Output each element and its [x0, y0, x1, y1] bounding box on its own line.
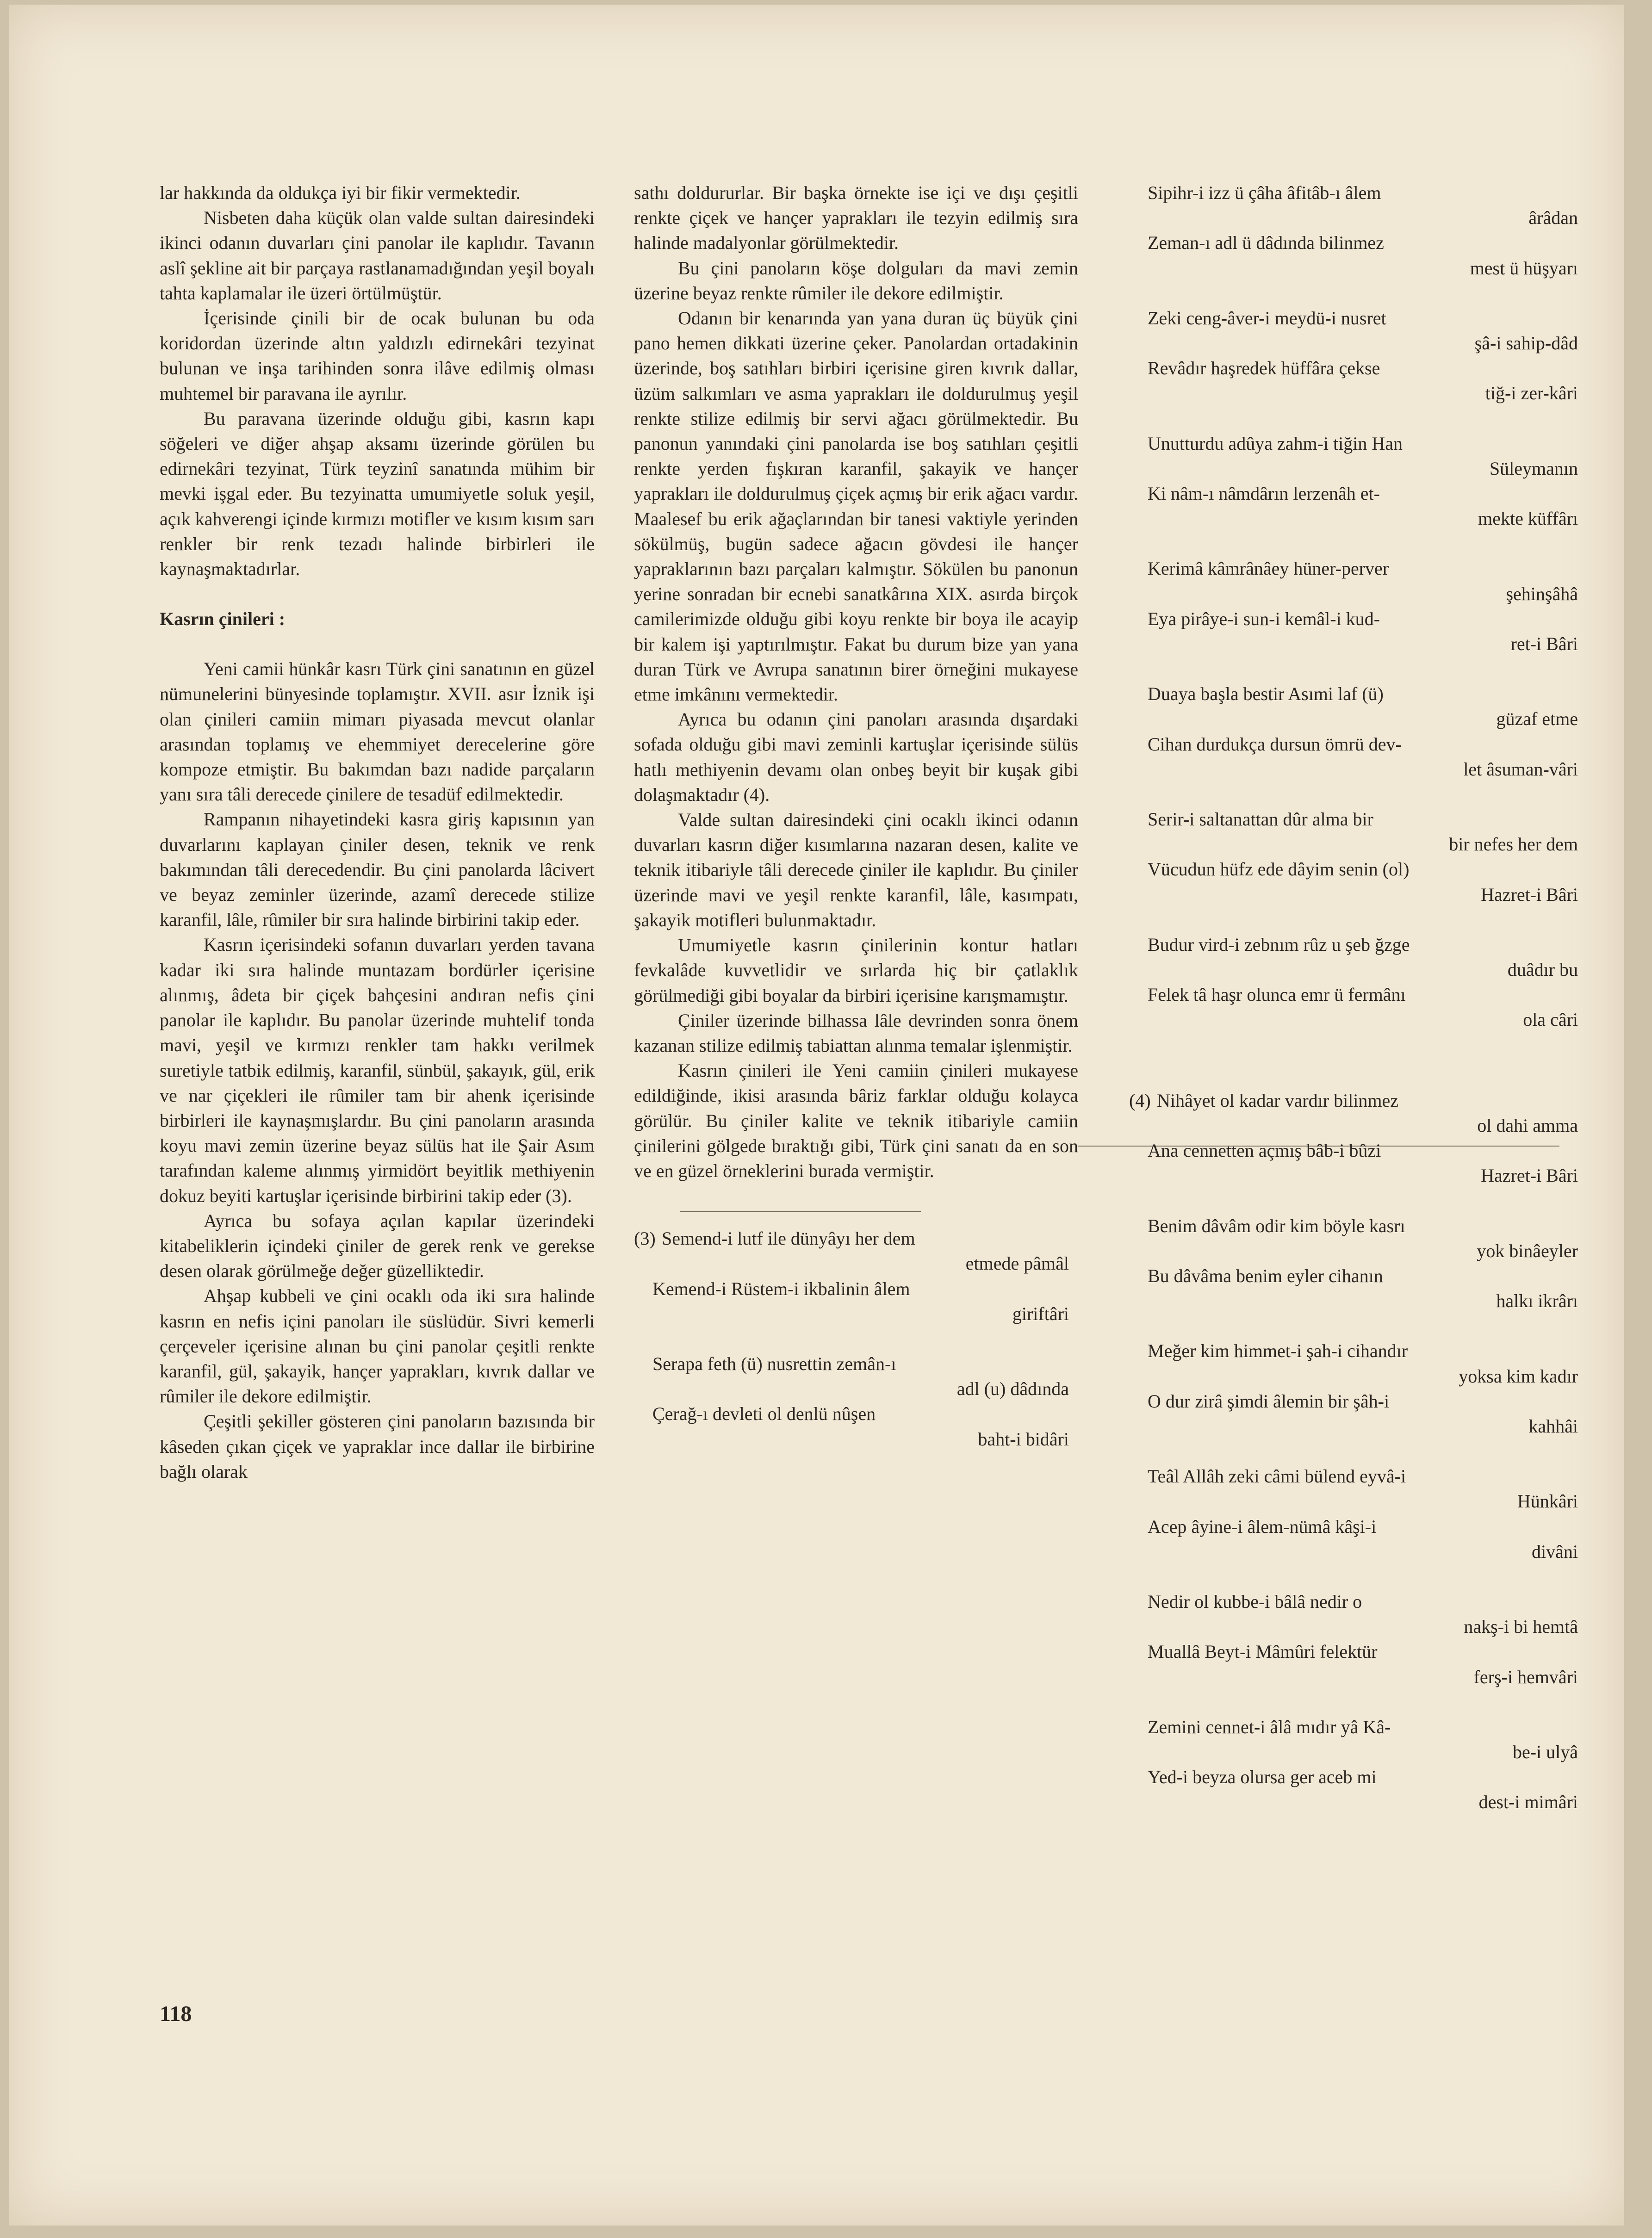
verse-line: Meğer kim himmet-i şah-i cihandır	[1148, 1340, 1408, 1362]
verse-couplet	[1129, 1464, 1587, 1564]
column-2	[634, 180, 1078, 1477]
verse-line-end: ferş-i hemvâri	[1473, 1666, 1578, 1687]
paragraph: Yeni camii hünkâr kasrı Türk çini sanatının en güzel nümunelerini bünyesinde toplamıştır. XVII. asır İznik işi olan çinileri camiin mimarı piyasada mevcut olanlar arasından toplamış ve ehemmiyet derecelerine göre kompoze etmiştir. Bu bakımdan bazı nadide parçaların yanı sıra tâli derecede çinilere de tesadüf edilmektedir.	[160, 658, 595, 805]
verse-line-end: etmede pâmâl	[965, 1253, 1069, 1274]
verse-couplet	[1129, 306, 1587, 406]
verse-line	[1129, 1088, 1587, 1113]
verse-line-end: nakş-i bi hemtâ	[1464, 1616, 1578, 1637]
paragraph: Çeşitli şekiller gösteren çini panoların bazısında bir kâseden çıkan çiçek ve yapraklar ince dallar ile birbirine bağlı olarak	[160, 1411, 595, 1482]
verse-couplet	[1129, 807, 1587, 907]
paragraph: Umumiyetle kasrın çinilerinin kontur hatları fevkalâde kuvvetlidir ve sırlarda hiç bir çatlaklık görülmediği gibi boyalar da birbiri içerisine karışmamıştır.	[634, 935, 1078, 1006]
verse-line-end: ret-i Bâri	[1510, 633, 1578, 655]
verse-couplet	[1129, 431, 1587, 532]
verse-couplet	[1129, 1088, 1587, 1189]
verse-couplet	[1129, 1214, 1587, 1314]
verse-line-end: adl (u) dâdında	[956, 1378, 1069, 1400]
verse-line-end: be-i ulyâ	[1512, 1741, 1578, 1762]
verse-line: Kemend-i Rüstem-i ikbalinin âlem	[652, 1278, 910, 1299]
verse-line: Unutturdu adûya zahm-i tiğin Han	[1148, 433, 1403, 454]
verse-line: Kerimâ kâmrânâey hüner-perver	[1148, 558, 1389, 579]
verse-line: Duaya başla bestir Asımi laf (ü)	[1148, 683, 1384, 705]
verse-couplet	[1129, 1339, 1587, 1439]
verses-top	[1129, 180, 1587, 1033]
paragraph: Bu paravana üzerinde olduğu gibi, kasrın kapı söğeleri ve diğer ahşap aksamı üzerinde görülen bu edirnekâri tezyinat, Türk teyzinî sanatında mühim bir mevki işgal eder. Bu tezyinatta umumiyetle soluk yeşil, açık kahverengi içinde kırmızı motifler ve kısım kısım sarı renkler bir renk tezadı halinde birbirleri ile kaynaşmaktadırlar.	[160, 408, 595, 580]
verse-line-end: kahhâi	[1528, 1415, 1578, 1437]
verse-line-text: Semend-i lutf ile dünyâyı her dem	[657, 1228, 915, 1249]
verse-line: Serapa feth (ü) nusrettin zemân-ı	[652, 1353, 896, 1374]
verse-line: Nedir ol kubbe-i bâlâ nedir o	[1148, 1591, 1362, 1612]
paragraph: Nisbeten daha küçük olan valde sultan dairesindeki ikinci odanın duvarları çini panolar ile kaplıdır. Tavanın aslî şekline ait bir parçaya rastlanamadığından yeşil boyalı tahta kaplamalar ile üzeri örtülmüştür.	[160, 207, 595, 304]
paragraph: Ahşap kubbeli ve çini ocaklı oda iki sıra halinde kasrın en nefis içini panoları ile süslüdür. Sivri kemerli çerçeveler içerisine alınan bu çini panolar çeşitli renkte karanfil, gül, şakayik, hançer yaprakları, kıvrık dallar ve rûmiler ile dekore edilmiştir.	[160, 1285, 595, 1407]
verse-line-end: Hazret-i Bâri	[1481, 1165, 1578, 1186]
paragraph: Ayrıca bu odanın çini panoları arasında dışardaki sofada olduğu gibi mavi zeminli kartuşlar içerisinde sülüs hatlı methiyenin devamı olan onbeş beyit bir kuşak gibi dolaşmaktadır (4).	[634, 709, 1078, 805]
verse-line-end: yoksa kim kadır	[1459, 1365, 1578, 1387]
paragraph: Odanın bir kenarında yan yana duran üç büyük çini pano hemen dikkati üzerine çeker. Panolardan ortadakinin üzerinde, boş satıhları birbiri içerisine giren kıvrık dallar, üzüm salkımları ve asma yaprakları ile doldurulmuş yeşil renkte stilize edilmiş bir servi ağacı görülmektedir. Bu panonun yanındaki çini panolarda ise boş satıhları çeşitli renkte yerden fışkıran karanfil, şakayik ve hançer yaprakları ile doldurulmuş çiçek açmış bir erik ağacı vardır. Maalesef bu erik ağaçlarından bir tanesi vaktiyle yerinden sökülmüş, bugün sadece ağacın gövdesi ile hançer yapraklarının bazı parçaları kalmıştır. Sökülen bu panonun yerine sonradan bir ecnebi sanatkârına XIX. asırda birçok camilerimizde olduğu gibi koyu renkte bir boya ile acayip bir kalem işi yaptırılmıştır. Fakat bu durum bize yan yana duran Türk ve Avrupa sanatının birer örneğini mukayese etme imkânını vermektedir.	[634, 308, 1078, 705]
paragraph: Kasrın içerisindeki sofanın duvarları yerden tavana kadar iki sıra halinde muntazam bordürler içerisine alınmış, âdeta bir çiçek bahçesini andıran nefis çini panolar ile kaplıdır. Bu panolar üzerinde muhtelif tonda mavi, yeşil ve kırmızı renkler tam hakkı verilmek suretiyle tatbik edilmiş, karanfil, sünbül, şakayık, gül, erik ve nar çiçekleri ile rûmiler tam bir ahenk içerisinde birbirleri ile kaynaşmışlardır. Bu çini panoların arasında koyu mavi zemin üzerine beyaz sülüs hat ile Şair Asım tarafından kaleme alınmış yirmidört beyitlik methiyenin dokuz beyiti kartuşlar içerisinde birbirini takip eder (3).	[160, 934, 595, 1206]
verse-line: Bu dâvâma benim eyler cihanın	[1148, 1265, 1383, 1286]
verse-line-end: şâ-i sahip-dâd	[1474, 333, 1578, 354]
verse-line-end: Hünkâri	[1517, 1491, 1578, 1512]
paragraph: Bu çini panoların köşe dolguları da mavi zemin üzerine beyaz renkte rûmiler ile dekore edilmiştir.	[634, 257, 1078, 304]
paragraph: Rampanın nihayetindeki kasra giriş kapısının yan duvarlarını kaplayan çiniler desen, teknik ve renk bakımından tâli derecedendir. Bu çini panolarda lâcivert ve beyaz zeminler üzerinde, azamî derecede stilize karanfil, lâle, rûmiler bir sıra halinde birbirini takip eder.	[160, 809, 595, 930]
verse-line: Zemini cennet-i âlâ mıdır yâ Kâ-	[1148, 1716, 1391, 1737]
verse-couplet	[1129, 682, 1587, 782]
verse-line: Ki nâm-ı nâmdârın lerzenâh et-	[1148, 483, 1380, 504]
verse-line-end: let âsuman-vâri	[1463, 758, 1578, 780]
verse-couplet	[634, 1351, 1078, 1452]
verse-line: Cihan durdukça dursun ömrü dev-	[1148, 733, 1402, 755]
paragraph: Valde sultan dairesindeki çini ocaklı ikinci odanın duvarları kasrın diğer kısımlarına nazaran desen, kalite ve teknik itibariyle tâli derecede çiniler ile kaplıdır. Bu çiniler üzerinde mavi ve yeşil renkte karanfil, lâle, kasımpatı, şakayik motifleri bulunmaktadır.	[634, 809, 1078, 930]
verse-couplet	[1129, 932, 1587, 1033]
footnote-label: (3)	[634, 1228, 656, 1249]
column-1-paragraphs-a	[160, 180, 595, 582]
column-1	[160, 180, 595, 1484]
verse-line: Felek tâ haşr olunca emr ü fermânı	[1148, 984, 1406, 1005]
verse-line: Ana cennetten açmış bâb-i bûzi	[1148, 1140, 1381, 1161]
verse-line-text: Nihâyet ol kadar vardır bilinmez	[1152, 1090, 1399, 1111]
verse-line: Budur vird-i zebnım rûz u şeb ğzge	[1148, 934, 1410, 955]
verse-couplet	[1129, 1715, 1587, 1815]
verse-line-end: halkı ikrârı	[1496, 1290, 1578, 1312]
verse-line: Revâdır haşredek hüffâra çekse	[1148, 358, 1380, 379]
verse-line: O dur zirâ şimdi âlemin bir şâh-i	[1148, 1390, 1390, 1412]
verse-line: Teâl Allâh zeki câmi bülend eyvâ-i	[1148, 1466, 1406, 1487]
paragraph: Çiniler üzerinde bilhassa lâle devrinden sonra önem kazanan stilize edilmiş tabiattan alınma temalar işlenmiştir.	[634, 1010, 1078, 1056]
column-1-paragraphs-b	[160, 657, 595, 1484]
paragraph: Ayrıca bu sofaya açılan kapılar üzerindeki kitabeliklerin içindeki çiniler de gerek renk ve gerekse desen olarak görülmeğe değer güzelliktedir.	[160, 1210, 595, 1282]
verse-line-end: yok binâeyler	[1477, 1240, 1578, 1261]
footnote-4	[1129, 1088, 1587, 1815]
verse-line-end: ârâdan	[1528, 207, 1578, 229]
footnote-3	[634, 1226, 1078, 1452]
paragraph: İçerisinde çinili bir de ocak bulunan bu oda koridordan üzerinde altın yaldızlı edirnekâri tezyinat bulunan ve inşa tarihinden sonra ilâve edilmiş olması muhtemel bir paravana ile ayrılır.	[160, 308, 595, 404]
verse-couplet	[634, 1226, 1078, 1327]
verse-line-end: ol dahi amma	[1477, 1115, 1578, 1136]
verse-line: Eya pirâye-i sun-i kemâl-i kud-	[1148, 608, 1380, 629]
verse-line: Yed-i beyza olursa ger aceb mi	[1148, 1767, 1377, 1788]
verse-line-end: tiğ-i zer-kâri	[1485, 383, 1578, 404]
paragraph: lar hakkında da oldukça iyi bir fikir vermektedir.	[160, 182, 521, 203]
verse-line: Zeki ceng-âver-i meydü-i nusret	[1148, 307, 1386, 329]
verse-line-end: bir nefes her dem	[1449, 834, 1578, 855]
verse-line-end: giriftâri	[1012, 1303, 1069, 1324]
verse-line-end: duâdır bu	[1507, 959, 1578, 980]
paragraph: sathı doldururlar. Bir başka örnekte ise içi ve dışı çeşitli renkte çiçek ve hançer yaprakları ile tezyin edilmiş sıra halinde madalyonlar görülmektedir.	[634, 182, 1078, 254]
footnote-label: (4)	[1129, 1090, 1151, 1111]
verse-line-end: mest ü hüşyarı	[1470, 257, 1578, 279]
verse-line-end: Hazret-i Bâri	[1481, 884, 1578, 905]
verse-line: Acep âyine-i âlem-nümâ kâşi-i	[1148, 1516, 1377, 1537]
column-3	[1129, 180, 1587, 1840]
verse-line-end: Süleymanın	[1489, 458, 1578, 479]
verse-line-end: dest-i mimâri	[1478, 1792, 1578, 1813]
verse-line: Vücudun hüfz ede dâyim senin (ol)	[1148, 859, 1410, 880]
verse-line	[634, 1226, 1078, 1251]
footnote-divider	[680, 1211, 921, 1212]
verse-line: Muallâ Beyt-i Mâmûri felektür	[1148, 1641, 1378, 1662]
section-heading: Kasrın çinileri :	[160, 608, 286, 630]
paragraph: Kasrın çinileri ile Yeni camiin çinileri mukayese edildiğinde, ikisi arasında bâriz farklar olduğu kolayca görülür. Bu çiniler kalite ve teknik itibariyle camiin çinilerini gölgede bıraktığı gibi, Türk çini sanatı da en son ve en güzel örneklerini burada vermiştir.	[634, 1060, 1078, 1181]
verse-line-end: mekte küffârı	[1478, 508, 1578, 529]
verse-line: Sipihr-i izz ü çâha âfitâb-ı âlem	[1148, 182, 1381, 203]
verse-line-end: güzaf etme	[1496, 708, 1578, 730]
verse-line: Benim dâvâm odir kim böyle kasrı	[1148, 1215, 1405, 1236]
verse-line-end: ola câri	[1523, 1009, 1578, 1030]
verse-line: Çerağ-ı devleti ol denlü nûşen	[652, 1403, 876, 1425]
verse-line-end: şehinşâhâ	[1506, 583, 1578, 604]
verse-couplet	[1129, 556, 1587, 657]
verse-line: Zeman-ı adl ü dâdında bilinmez	[1148, 232, 1384, 254]
verse-couplet	[1129, 1589, 1587, 1690]
verse-line-end: divâni	[1532, 1541, 1578, 1562]
verse-line: Serir-i saltanattan dûr alma bir	[1148, 809, 1373, 830]
verse-couplet	[1129, 180, 1587, 281]
column-2-paragraphs	[634, 180, 1078, 1184]
page-number: 118	[160, 2002, 192, 2026]
verse-line-end: baht-i bidâri	[978, 1428, 1069, 1450]
